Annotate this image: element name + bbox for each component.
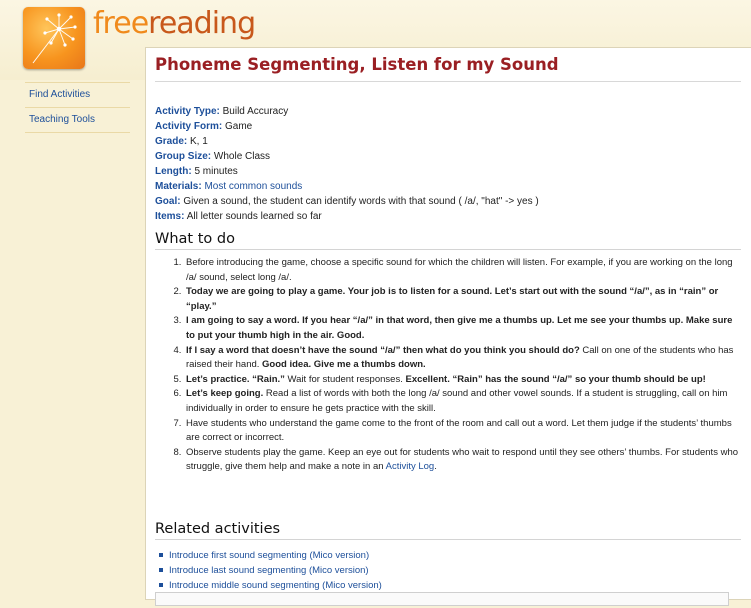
footer-box xyxy=(155,592,729,606)
related-activities-heading: Related activities xyxy=(155,521,741,540)
related-item xyxy=(169,548,741,563)
sidebar xyxy=(25,82,130,133)
sidebar-item-teaching-tools[interactable]: Teaching Tools xyxy=(25,108,130,133)
related-item xyxy=(169,563,741,578)
meta-goal xyxy=(155,194,741,209)
meta-label: Length: xyxy=(155,166,192,177)
meta-label: Grade: xyxy=(155,136,188,147)
meta-value: Build Accuracy xyxy=(222,106,289,117)
step-item xyxy=(184,446,741,475)
meta-items xyxy=(155,209,741,224)
step-item xyxy=(184,314,741,343)
step-script: I am going to say a word. If you hear “/a/” in that word, then give me a thumbs up. Let me see your thumbs up. Make sure to put your thumb high in the air. Good. xyxy=(186,315,733,341)
meta-value: All letter sounds learned so far xyxy=(186,211,322,222)
dandelion-icon xyxy=(23,7,85,69)
step-item xyxy=(184,417,741,446)
step-text: Observe students play the game. Keep an eye out for students who wait to respond until they see others’ thumbs. For students who struggle, give them help and make a note in an xyxy=(186,446,739,473)
step-script: If I say a word that doesn’t have the sound “/a/” then what do you think you should do? xyxy=(186,344,580,356)
step-text: Wait for student responses. xyxy=(284,373,406,385)
meta-label: Goal: xyxy=(155,196,181,207)
step-item xyxy=(184,285,741,314)
step-script: Good idea. Give me a thumbs down. xyxy=(262,359,426,371)
meta-label: Activity Type: xyxy=(155,106,220,117)
step-script: Excellent. “Rain” has the sound “/a/” so your thumb should be up! xyxy=(405,373,706,385)
meta-label: Items: xyxy=(155,211,185,222)
meta-length xyxy=(155,164,741,179)
materials-link[interactable]: Most common sounds xyxy=(204,181,303,192)
step-text: Have students who understand the game come to the front of the room and call out a word. Let them judge if the students’ thumbs are correct or incorrect. xyxy=(186,417,732,444)
related-link-first-sound[interactable]: Introduce first sound segmenting (Mico version) xyxy=(169,549,370,561)
step-script: Today we are going to play a game. Your job is to listen for a sound. Let’s start out with the sound “/a/”, as in “rain” or “play.” xyxy=(186,286,719,312)
step-item xyxy=(184,344,741,373)
meta-grade xyxy=(155,134,741,149)
step-item xyxy=(184,387,741,416)
meta-label: Materials: xyxy=(155,181,202,192)
activity-meta xyxy=(155,104,741,224)
step-text: Call on one of the students who has raised their hand. xyxy=(186,344,734,371)
step-script: Let’s keep going. xyxy=(186,388,264,400)
brand-name-free: free xyxy=(93,6,149,41)
steps-list xyxy=(155,256,741,475)
meta-value: Game xyxy=(225,121,253,132)
main-content xyxy=(145,47,751,600)
related-link-last-sound[interactable]: Introduce last sound segmenting (Mico version) xyxy=(169,564,369,576)
step-text: Before introducing the game, choose a specific sound for which the children will listen. For example, if you are working on the long /a/ sound, select long /a/. xyxy=(186,257,733,283)
freereading-logo-icon[interactable] xyxy=(23,7,85,69)
meta-materials xyxy=(155,179,741,194)
step-text: . xyxy=(434,461,437,473)
step-text: Read a list of words with both the long /a/ sound and other vowel sounds. If a student is struggling, call on him individually in order to ensure he gets practice with the skill. xyxy=(186,388,728,414)
related-item xyxy=(169,578,741,593)
activity-log-link[interactable]: Activity Log xyxy=(385,461,435,473)
brand-wordmark[interactable] xyxy=(93,6,255,41)
step-script: Let’s practice. “Rain.” xyxy=(186,373,285,385)
step-item xyxy=(184,256,741,285)
brand-name-reading: reading xyxy=(148,6,256,41)
meta-activity-type xyxy=(155,104,741,119)
meta-label: Group Size: xyxy=(155,151,212,162)
sidebar-item-find-activities[interactable]: Find Activities xyxy=(25,82,130,108)
meta-label: Activity Form: xyxy=(155,121,223,132)
meta-group-size xyxy=(155,149,741,164)
page-title: Phoneme Segmenting, Listen for my Sound xyxy=(155,55,741,82)
meta-value: Given a sound, the student can identify words with that sound ( /a/, "hat" -> yes ) xyxy=(183,196,539,207)
related-link-middle-sound[interactable]: Introduce middle sound segmenting (Mico version) xyxy=(169,579,382,591)
meta-value: Whole Class xyxy=(213,151,271,162)
meta-value: K, 1 xyxy=(190,136,208,147)
meta-activity-form xyxy=(155,119,741,134)
what-to-do-heading: What to do xyxy=(155,231,741,250)
step-item xyxy=(184,373,741,388)
meta-value: 5 minutes xyxy=(194,166,238,177)
